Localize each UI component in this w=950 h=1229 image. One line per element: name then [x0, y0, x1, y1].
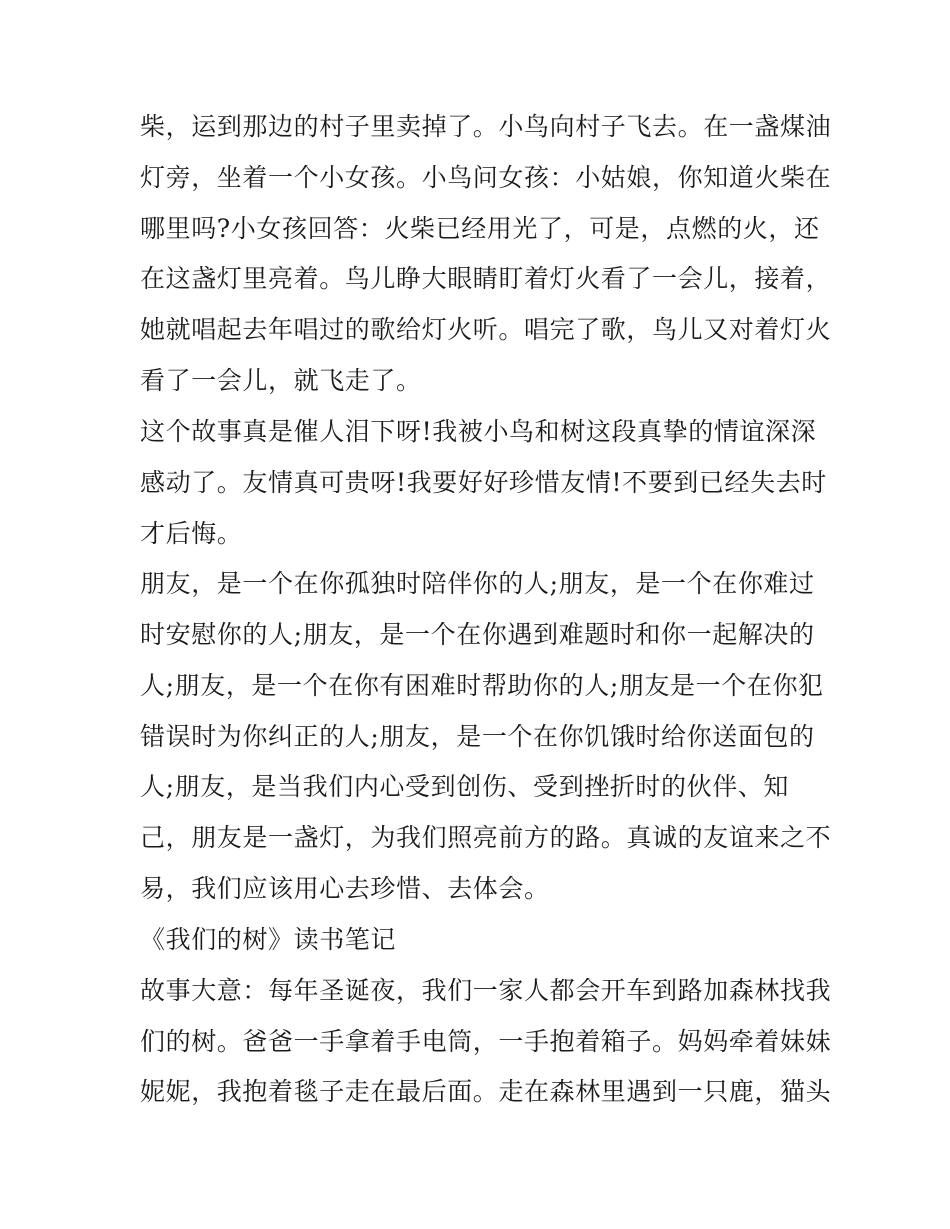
text-line-9: 才后悔。	[140, 519, 243, 548]
text-line-14: 人;朋友，是当我们内心受到创伤、受到挫折时的伙伴、知	[140, 772, 790, 801]
text-line-2: 灯旁，坐着一个小女孩。小鸟问女孩：小姑娘，你知道火柴在	[140, 163, 832, 192]
text-line-7: 这个故事真是催人泪下呀!我被小鸟和树这段真挚的情谊深深	[140, 417, 817, 446]
text-line-19: 们的树。爸爸一手拿着手电筒，一手抱着箱子。妈妈牵着妹妹	[140, 1027, 832, 1056]
text-line-20: 妮妮，我抱着毯子走在最后面。走在森林里遇到一只鹿，猫头	[140, 1077, 832, 1106]
text-line-5: 她就唱起去年唱过的歌给灯火听。唱完了歌，鸟儿又对着灯火	[140, 315, 832, 344]
text-line-18: 故事大意：每年圣诞夜，我们一家人都会开车到路加森林找我	[140, 976, 832, 1005]
text-line-8: 感动了。友情真可贵呀!我要好好珍惜友情!不要到已经失去时	[140, 468, 827, 497]
text-line-11: 时安慰你的人;朋友，是一个在你遇到难题时和你一起解决的	[140, 620, 815, 649]
text-line-10: 朋友，是一个在你孤独时陪伴你的人;朋友，是一个在你难过	[140, 569, 815, 598]
text-line-4: 在这盏灯里亮着。鸟儿睁大眼睛盯着灯火看了一会儿，接着，	[140, 264, 832, 293]
text-line-13: 错误时为你纠正的人;朋友，是一个在你饥饿时给你送面包的	[140, 722, 815, 751]
text-line-12: 人;朋友，是一个在你有困难时帮助你的人;朋友是一个在你犯	[140, 671, 824, 700]
text-line-1: 柴，运到那边的村子里卖掉了。小鸟向村子飞去。在一盏煤油	[140, 112, 832, 141]
text-line-16: 易，我们应该用心去珍惜、去体会。	[140, 874, 550, 903]
text-line-6: 看了一会儿，就飞走了。	[140, 366, 422, 395]
text-line-15: 己，朋友是一盏灯，为我们照亮前方的路。真诚的友谊来之不	[140, 823, 832, 852]
section-heading: 《我们的树》读书笔记	[140, 925, 397, 954]
text-line-3: 哪里吗?小女孩回答：火柴已经用光了，可是，点燃的火，还	[140, 214, 820, 243]
